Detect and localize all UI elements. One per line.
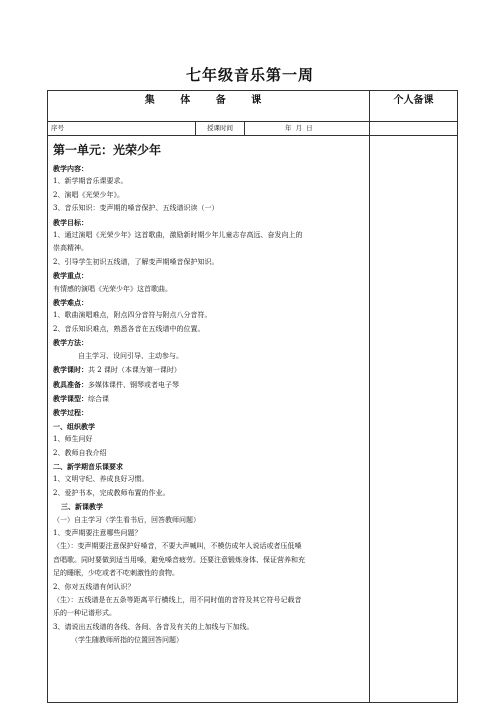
personal-sub-cell	[370, 122, 458, 136]
content-line: 3、音乐知识：变声期的嗓音保护、五线谱识读（一）	[53, 204, 219, 213]
content-line: 2、爱护书本，完成教师布置的作业。	[53, 488, 170, 497]
content-line: 1、新学期音乐课要求。	[53, 177, 128, 186]
content-line: 乐的一种记谱形式。	[53, 609, 116, 618]
date-field: 年 月 日	[285, 124, 314, 132]
header-row	[48, 91, 458, 122]
content-line	[53, 378, 365, 392]
subheader-row	[48, 122, 458, 136]
content-line	[53, 392, 365, 406]
body-row	[48, 136, 458, 703]
field-value: 共 2 课时（本课为第一课时）	[88, 366, 181, 375]
content-line: 有情感的演唱《光荣少年》这首歌曲。	[53, 284, 172, 293]
personal-header: 个人备课	[370, 91, 458, 122]
content-line: 1、变声期要注意哪些问题？	[53, 528, 142, 537]
field-label: 教学课型：	[53, 393, 88, 403]
section-heading: 教学重点：	[53, 271, 88, 281]
content-line: 崇高精神。	[53, 244, 88, 253]
field-label: 教具准备：	[53, 379, 88, 389]
section-heading: 教学内容：	[53, 164, 88, 173]
content	[48, 136, 369, 648]
section-heading: 教学难点：	[53, 298, 88, 308]
content-line	[53, 363, 365, 377]
content-line: 1、文明守纪、养成良好习惯。	[53, 475, 149, 484]
content-line: （生）：五线谱是在五条等距离平行横线上，用不同时值的音符及其它符号记载音	[53, 596, 302, 604]
collective-header: 集 体 备 课	[48, 91, 370, 122]
section-heading: 教学目标：	[53, 217, 88, 227]
content-line: 自主学习、设问引导、主动参与。	[78, 351, 183, 360]
lesson-plan-table	[47, 90, 458, 703]
personal-content-cell[interactable]	[370, 136, 458, 703]
content-line: 音唱歌。同时要做到适当用嗓，避免嗓音疲劳。还要注意锻炼身体、保证营养和充	[53, 555, 305, 564]
seq-label: 序号	[48, 122, 196, 135]
content-line: 2、教师自我介绍	[53, 448, 107, 457]
content-line: 3、请说出五线谱的各线、各间、各音及有关的上加线与下加线。	[53, 622, 254, 631]
section-heading: 教学过程：	[53, 408, 88, 418]
content-line: （一）自主学习（学生看书后，回答教师问题）	[53, 515, 200, 524]
collective-content-cell	[48, 136, 370, 703]
content-line: 1、师生问好	[53, 435, 93, 444]
field-value: 多媒体课件、钢琴或者电子琴	[88, 380, 179, 389]
content-line: （生）：变声期要注意保护好嗓音，不要大声喊叫，不模仿成年人说话或者压低嗓	[53, 542, 302, 551]
content-line: 足的睡眠，少吃或者不吃刺激性的食物。	[53, 569, 179, 578]
time-label: 授课时间	[196, 122, 245, 135]
content-line: 1、歌曲演唱难点，附点四分音符与附点八分音符。	[53, 311, 212, 320]
content-line: 1、通过演唱《光荣少年》这首歌曲，激励新时期少年儿童志存高远、奋发向上的	[53, 231, 303, 240]
field-label: 教学课时：	[53, 365, 88, 375]
content-lines	[53, 162, 365, 648]
subheader-cell	[48, 122, 370, 136]
unit-heading: 第一单元：光荣少年	[53, 143, 162, 157]
content-line: （学生随教师所指的位置回答问题）	[71, 636, 183, 645]
section-heading: 一、组织教学	[53, 421, 95, 431]
content-line: 2、引导学生初识五线谱，了解变声期嗓音保护知识。	[53, 257, 219, 266]
content-line: 2、你对五线谱有何认识？	[53, 582, 135, 591]
section-heading: 三、新课教学	[61, 502, 103, 512]
content-line: 2、演唱《光荣少年》。	[53, 190, 124, 199]
section-heading: 教学方法：	[53, 338, 88, 348]
field-value: 综合课	[88, 394, 109, 403]
section-heading: 二、新学期音乐课要求	[53, 461, 123, 471]
document-title: 七年级音乐第一周	[185, 66, 314, 84]
content-line: 2、音乐知识难点，熟悉各音在五线谱中的位置。	[53, 324, 205, 333]
